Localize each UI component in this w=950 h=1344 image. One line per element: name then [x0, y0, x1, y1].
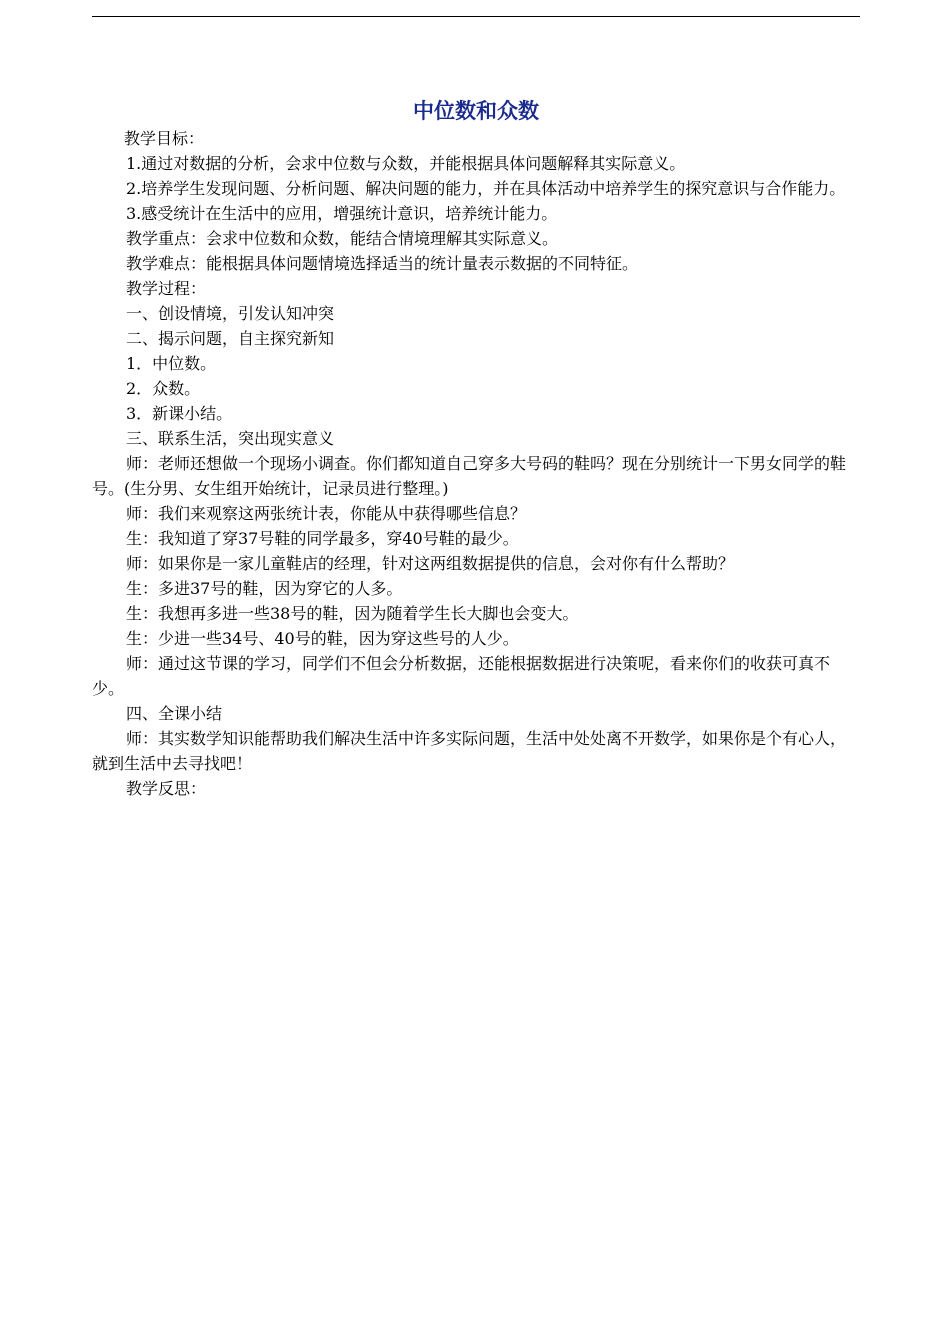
paragraph-item-mode: 2．众数。 [126, 379, 201, 398]
paragraph-goal-2: 2.培养学生发现问题、分析问题、解决问题的能力，并在具体活动中培养学生的探究意识与合作能力。 [126, 179, 846, 198]
paragraph-section-1: 一、创设情境，引发认知冲突 [126, 304, 335, 323]
paragraph-key-point: 教学重点：会求中位数和众数，能结合情境理解其实际意义。 [126, 229, 559, 248]
paragraph-dialog-4: 师：如果你是一家儿童鞋店的经理，针对这两组数据提供的信息，会对你有什么帮助？ [126, 554, 735, 573]
paragraph-dialog-7: 生：少进一些34号、40号的鞋，因为穿这些号的人少。 [126, 629, 519, 648]
paragraph-reflection-heading: 教学反思： [126, 779, 207, 798]
paragraph-dialog-6: 生：我想再多进一些38号的鞋，因为随着学生长大脚也会变大。 [126, 604, 579, 623]
paragraph-teaching-goals-heading: 教学目标： [124, 129, 205, 148]
paragraph-item-median: 1．中位数。 [126, 354, 217, 373]
header-rule [92, 16, 860, 17]
paragraph-dialog-5: 生：多进37号的鞋，因为穿它的人多。 [126, 579, 403, 598]
paragraph-section-2: 二、揭示问题，自主探究新知 [126, 329, 335, 348]
paragraph-dialog-9: 师：其实数学知识能帮助我们解决生活中许多实际问题，生活中处处离不开数学，如果你是个有心人，就到生活中去寻找吧！ [92, 729, 847, 773]
paragraph-process-heading: 教学过程： [126, 279, 207, 298]
paragraph-dialog-8: 师：通过这节课的学习，同学们不但会分析数据，还能根据数据进行决策呢，看来你们的收获可真不少。 [92, 654, 831, 698]
paragraph-goal-1: 1.通过对数据的分析，会求中位数与众数，并能根据具体问题解释其实际意义。 [126, 154, 686, 173]
paragraph-dialog-3: 生：我知道了穿37号鞋的同学最多，穿40号鞋的最少。 [126, 529, 519, 548]
paragraph-goal-3: 3.感受统计在生活中的应用，增强统计意识，培养统计能力。 [126, 204, 558, 223]
paragraph-dialog-2: 师：我们来观察这两张统计表，你能从中获得哪些信息？ [126, 504, 527, 523]
paragraph-section-4: 四、全课小结 [126, 704, 223, 723]
paragraph-dialog-1: 师：老师还想做一个现场小调查。你们都知道自己穿多大号码的鞋吗？现在分别统计一下男女同学的鞋号。(生分男、女生组开始统计，记录员进行整理。) [92, 454, 847, 498]
document-body [92, 96, 860, 801]
paragraph-section-3: 三、联系生活，突出现实意义 [126, 429, 335, 448]
paragraph-difficult-point: 教学难点：能根据具体问题情境选择适当的统计量表示数据的不同特征。 [126, 254, 639, 273]
paragraph-item-summary: 3．新课小结。 [126, 404, 233, 423]
document-title: 中位数和众数 [413, 99, 539, 123]
